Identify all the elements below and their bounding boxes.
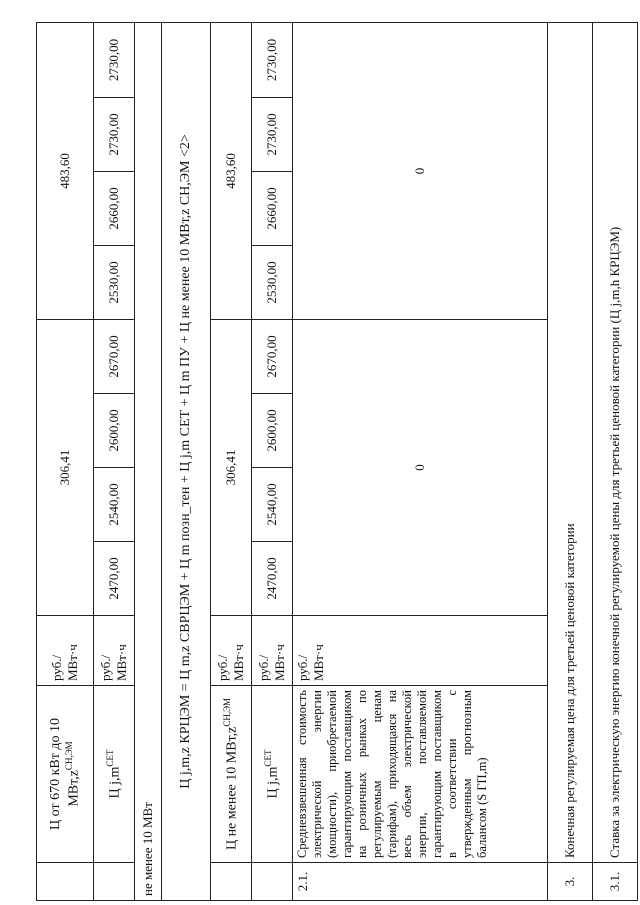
value-cell: 2600,00 <box>252 394 293 468</box>
table-row <box>211 23 252 901</box>
row-number <box>37 863 94 901</box>
value-cell: 2540,00 <box>94 468 135 542</box>
table-row <box>293 23 548 901</box>
value-cell: 2530,00 <box>252 246 293 320</box>
value-cell: 2540,00 <box>252 468 293 542</box>
row-number: 2.1. <box>293 863 548 901</box>
param-label: Ц j,m <box>107 766 123 799</box>
table-row <box>37 23 94 901</box>
row-number: 3. <box>548 863 593 901</box>
value-cell: 2670,00 <box>252 320 293 394</box>
value-cell: 2670,00 <box>94 320 135 394</box>
param-sup: СЕТ <box>104 749 115 767</box>
tariff-table <box>36 22 638 901</box>
value-cell: 2730,00 <box>252 98 293 172</box>
table-row <box>548 23 593 901</box>
value-cell: 2470,00 <box>94 542 135 616</box>
param-label: Ц от 670 кВт до 10 МВт,z <box>47 718 82 830</box>
unit-cell: руб./ МВт·ч <box>211 616 252 686</box>
unit-cell: руб./МВт·ч <box>293 616 548 686</box>
value-cell: 2600,00 <box>94 394 135 468</box>
param-description: Средневзвешенная стоимость электрической энергии (мощности), приобретаемой гарантирующим поставщиком на розничных рынках по регулируемым ценам (тарифам), приходящаяся на весь объем электрической энергии, поставляемой гарантирующим поставщиком в соответствии с утвержденным прогнозным балансом (S ГП,m) <box>293 686 548 863</box>
value-cell: 2660,00 <box>94 172 135 246</box>
unit-cell: руб./МВт·ч <box>252 616 293 686</box>
section-label: не менее 10 МВт <box>135 23 162 901</box>
unit-cell: руб./МВт·ч <box>94 616 135 686</box>
formula-cell: Ц j,m,z КРЦЭМ = Ц m,z СВРЦЭМ + Ц m позн_тен + Ц j,m СЕТ + Ц m ПУ + Ц не менее 10 МВт,z СН,ЭМ <2> <box>162 23 211 901</box>
param-label: Ц не менее 10 МВт,z <box>224 726 240 851</box>
param-name <box>211 686 252 863</box>
value-cell: 2470,00 <box>252 542 293 616</box>
value-cell: 306,41 <box>211 320 252 616</box>
unit-cell: руб./ МВт·ч <box>37 616 94 686</box>
value-cell: 0 <box>293 23 548 320</box>
value-cell: 2660,00 <box>252 172 293 246</box>
value-cell: 2730,00 <box>252 23 293 98</box>
param-name <box>252 686 293 863</box>
param-name <box>94 686 135 863</box>
param-label: Ц j,m <box>265 766 281 799</box>
table-row <box>94 23 135 901</box>
value-cell: 306,41 <box>37 320 94 616</box>
param-sup: СЕТ <box>262 749 273 767</box>
table-row <box>135 23 162 901</box>
section-title: Ставка за электрическую энергию конечной регулируемой цены для третьей ценовой категории (Ц j,m,h КРЦЭМ) <box>593 23 638 863</box>
param-name <box>37 686 94 863</box>
value-cell: 0 <box>293 320 548 616</box>
value-cell: 483,60 <box>211 23 252 320</box>
table-row <box>162 23 211 901</box>
value-cell: 483,60 <box>37 23 94 320</box>
value-cell: 2530,00 <box>94 246 135 320</box>
value-cell: 2730,00 <box>94 98 135 172</box>
table-row <box>593 23 638 901</box>
param-sup: СН,ЭМ <box>63 741 74 771</box>
table-row <box>252 23 293 901</box>
value-cell: 2730,00 <box>94 23 135 98</box>
section-title: Конечная регулируемая цена для третьей ценовой категории <box>548 23 593 863</box>
param-sup: СН,ЭМ <box>221 697 232 727</box>
row-number: 3.1. <box>593 863 638 901</box>
